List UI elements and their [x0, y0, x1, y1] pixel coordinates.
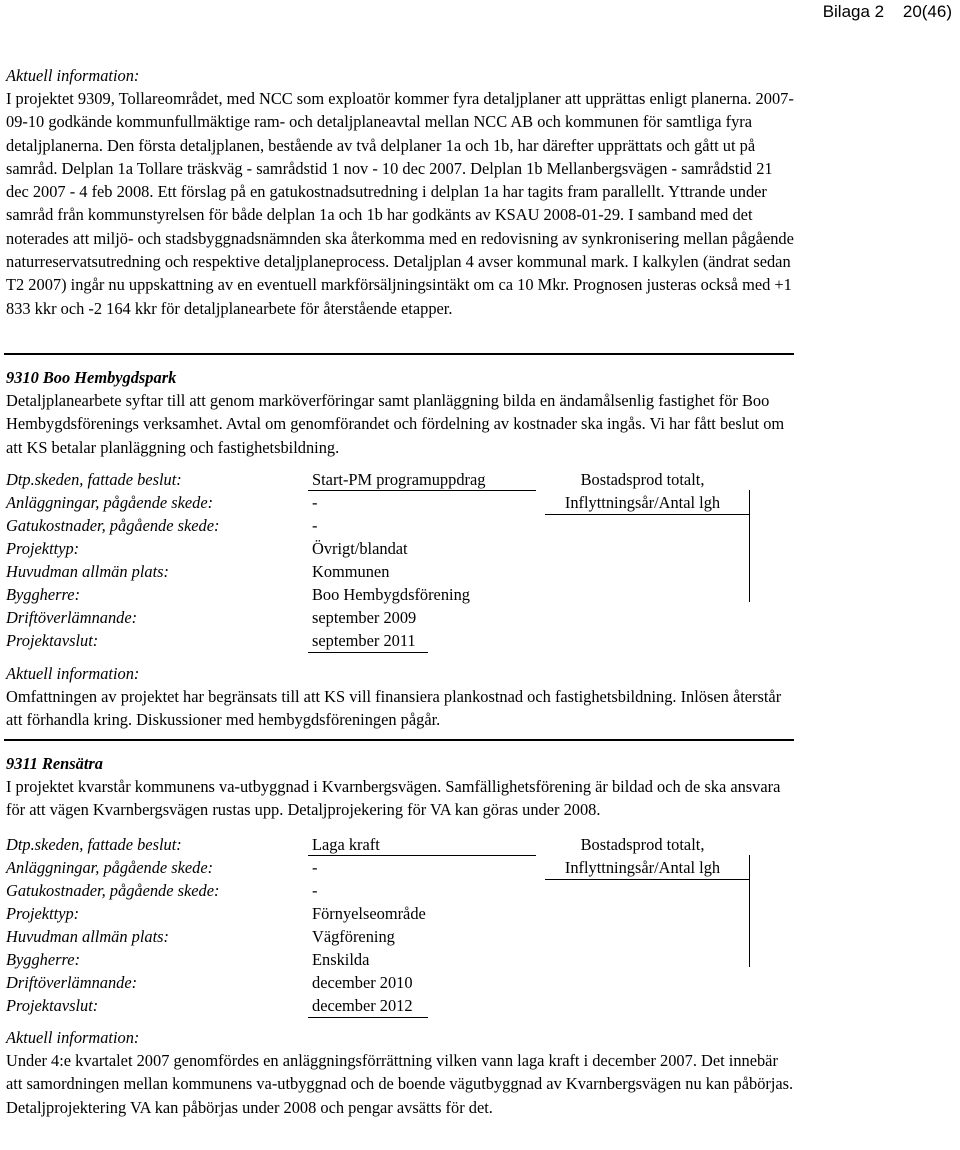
bostad-vline: [749, 855, 750, 967]
field-value: Kommunen: [312, 562, 390, 581]
section-divider: [4, 739, 794, 741]
value-underline: [308, 1017, 428, 1018]
bostad-line1: Bostadsprod totalt,: [580, 835, 705, 854]
field-value: december 2010: [312, 973, 413, 992]
field-value: Enskilda: [312, 950, 370, 969]
bostad-underline: [545, 879, 750, 880]
project-title-9310: 9310 Boo Hembygdspark: [6, 368, 177, 387]
field-label: Gatukostnader, pågående skede:: [6, 881, 220, 900]
field-value: september 2009: [312, 608, 417, 627]
field-label: Byggherre:: [6, 585, 81, 604]
project-description-9310: Detaljplanearbete syftar till att genom marköverföringar samt planläggning bilda en ändamålsenlig fastighet för Boo Hembygdsförenings verksamhet. Avtal om genomförandet och fördelning av kostnader ska ingås. Vi har fått beslut om att KS betalar planläggning och fastighetsbildning.: [6, 391, 785, 457]
field-value: Förnyelseområde: [312, 904, 426, 923]
bostad-vline: [749, 490, 750, 602]
field-label: Dtp.skeden, fattade beslut:: [6, 470, 182, 489]
page-number: 20(46): [902, 2, 952, 21]
field-label: Huvudman allmän plats:: [6, 927, 169, 946]
field-value: -: [312, 881, 318, 900]
field-value: Start-PM programuppdrag: [312, 470, 486, 489]
field-label: Dtp.skeden, fattade beslut:: [6, 835, 182, 854]
field-label: Projekttyp:: [6, 539, 80, 558]
field-label: Projektavslut:: [6, 996, 99, 1015]
bostad-underline: [545, 514, 750, 515]
value-underline: [308, 855, 536, 856]
intro-text: I projektet 9309, Tollareområdet, med NCC som exploatör kommer fyra detaljplaner att upprättas enligt planerna. 2007-09-10 godkände kommunfullmäktige ram- och detaljplaneavtal mellan NCC AB och kommunen för samtliga fyra detaljplanerna. Den första detaljplanen, bestående av två delplaner 1a och 1b, har därefter upprättats och gått ut på samråd. Delplan 1a Tollare träskväg - samrådstid 1 nov - 10 dec 2007. Delplan 1b Mellanbergsvägen - samrådstid 21 dec 2007 - 4 feb 2008. Ett förslag på en gatukostnadsutredning i delplan 1a har tagits fram parallellt. Yttrande under samråd från kommunstyrelsen för både delplan 1a och 1b har godkänts av KSAU 2008-01-29. I samband med det noterades att miljö- och stadsbyggnadsnämnden ska återkomma med en redovisning av synkronisering mellan pågående naturreservatsutredning och respektive detaljplaneprocess. Detaljplan 4 avser kommunal mark. I kalkylen (ändrat sedan T2 2007) ingår nu uppskattning av en eventuell markförsäljningsintäkt om ca 10 Mkr. Prognosen justeras också med +1 833 kkr och -2 164 kkr för detaljplanearbete för återstående etapper.: [6, 89, 794, 318]
section-divider: [4, 353, 794, 355]
field-value: december 2012: [312, 996, 413, 1015]
field-value: september 2011: [312, 631, 416, 650]
project-description-9311: I projektet kvarstår kommunens va-utbyggnad i Kvarnbergsvägen. Samfällighetsförening är bildad och de ska ansvara för att vägen Kvarnbergsvägen rustas upp. Detaljprojekering för VA kan göras under 2008.: [6, 777, 781, 820]
field-value: Laga kraft: [312, 835, 380, 854]
field-label: Gatukostnader, pågående skede:: [6, 516, 220, 535]
field-label: Anläggningar, pågående skede:: [6, 858, 214, 877]
aktuell-text-9310: Omfattningen av projektet har begränsats till att KS vill finansiera plankostnad och fastighetsbildning. Inlösen återstår att förhandla kring. Diskussioner med hembygdsföreningen pågår.: [6, 687, 782, 730]
intro-aktuell-label: Aktuell information:: [6, 66, 140, 85]
field-label: Projektavslut:: [6, 631, 99, 650]
bilaga-label: Bilaga 2: [822, 2, 885, 21]
field-label: Driftöverlämnande:: [6, 973, 138, 992]
field-value: -: [312, 493, 318, 512]
field-label: Projekttyp:: [6, 904, 80, 923]
value-underline: [308, 490, 536, 491]
bostad-line2: Inflyttningsår/Antal lgh: [564, 858, 721, 877]
project-title-9311: 9311 Rensätra: [6, 754, 103, 773]
field-label: Driftöverlämnande:: [6, 608, 138, 627]
aktuell-text-9311: Under 4:e kvartalet 2007 genomfördes en anläggningsförrättning vilken vann laga kraft i december 2007. Det innebär att samordningen mellan kommunens va-utbyggnad och de boende vägutbyggnad av Kvarnbergsvägen nu kan påbörjas. Detaljprojektering VA kan påbörjas under 2008 och pengar avsätts för det.: [6, 1051, 794, 1117]
page-header: [809, 0, 952, 23]
field-value: -: [312, 858, 318, 877]
field-value: Boo Hembygdsförening: [312, 585, 470, 604]
bostad-line2: Inflyttningsår/Antal lgh: [564, 493, 721, 512]
field-value: Övrigt/blandat: [312, 539, 408, 558]
aktuell-label-9311: Aktuell information:: [6, 1028, 140, 1047]
field-label: Anläggningar, pågående skede:: [6, 493, 214, 512]
field-label: Huvudman allmän plats:: [6, 562, 169, 581]
aktuell-label-9310: Aktuell information:: [6, 664, 140, 683]
bostad-line1: Bostadsprod totalt,: [580, 470, 705, 489]
field-label: Byggherre:: [6, 950, 81, 969]
field-value: -: [312, 516, 318, 535]
value-underline: [308, 652, 428, 653]
field-value: Vägförening: [312, 927, 395, 946]
